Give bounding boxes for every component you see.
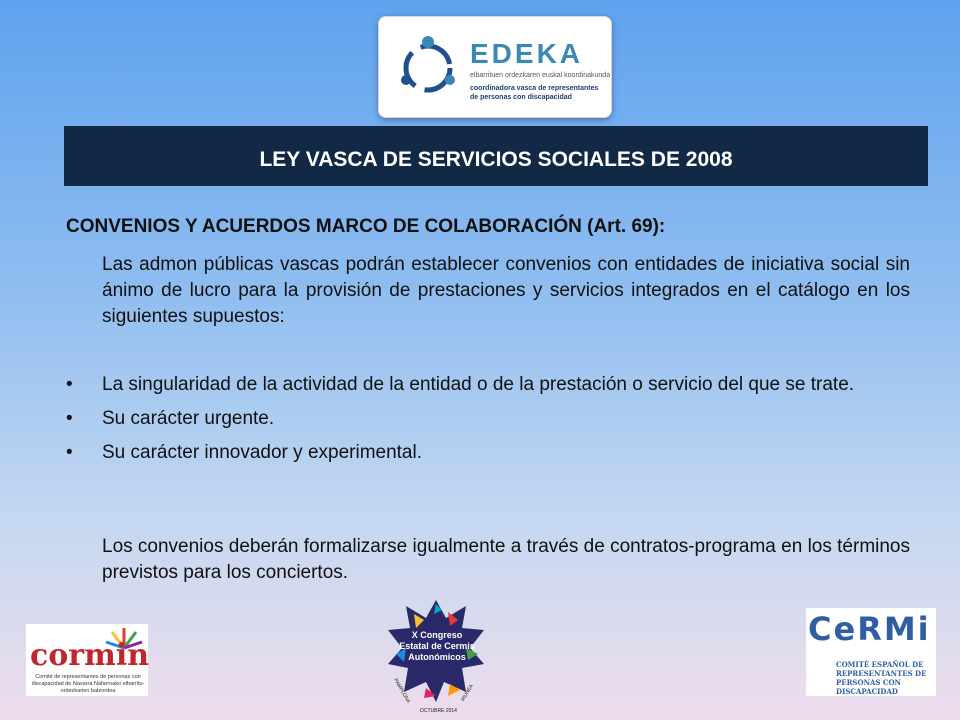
bullet-icon: •	[66, 374, 73, 395]
slide-title: LEY VASCA DE SERVICIOS SOCIALES DE 2008	[259, 148, 733, 171]
list-item	[66, 372, 910, 398]
congreso-place-right: IRUÑEA	[460, 683, 475, 703]
section-heading: CONVENIOS Y ACUERDOS MARCO DE COLABORACIÓN (Art. 69):	[66, 216, 666, 237]
bullet-icon: •	[66, 442, 73, 463]
bullet-text: Su carácter innovador y experimental.	[102, 442, 422, 463]
cormin-text: Comité de representantes de personas con discapacidad de Navarra Nafarroako elbarritu-ordezkarien batzordea	[31, 674, 145, 694]
congreso-place-left: PAMPLONA	[392, 677, 412, 705]
bullet-text: Su carácter urgente.	[102, 408, 275, 429]
congreso-date: OCTUBRE 2014	[420, 708, 457, 714]
edeka-tagline-eu: elbarrituen ordezkaren euskal koordinakunda	[470, 72, 611, 79]
bullet-icon: •	[66, 408, 73, 429]
edeka-logo	[378, 16, 612, 118]
closing-paragraph: Los convenios deberán formalizarse igualmente a través de contratos-programa en los términos previstos para los conciertos.	[102, 536, 910, 583]
cermi-logo	[806, 608, 936, 696]
cormin-logo	[26, 624, 148, 696]
edeka-emblem-icon	[396, 34, 460, 98]
bullet-list	[66, 372, 910, 474]
edeka-tagline-es: coordinadora vasca de representantes de personas con discapacidad	[470, 85, 599, 101]
bullet-text: La singularidad de la actividad de la entidad o de la prestación o servicio del que se trate.	[102, 374, 855, 395]
list-item	[66, 406, 910, 432]
cormin-name: cormin	[30, 638, 150, 673]
list-item	[66, 440, 910, 466]
title-bar	[64, 126, 928, 186]
intro-paragraph: Las admon públicas vascas podrán establecer convenios con entidades de iniciativa social sin ánimo de lucro para la provisión de prestaciones y servicios integrados en el catálogo en los siguientes supuestos:	[102, 254, 910, 327]
congreso-text: X Congreso Estatal de Cermis Autonómicos	[399, 630, 475, 662]
cermi-name: CeRMi	[808, 610, 931, 648]
congreso-logo	[386, 598, 486, 716]
edeka-name: EDEKA	[470, 38, 584, 69]
cermi-text: COMITÉ ESPAÑOL DE REPRESENTANTES DE PERSONAS CON DISCAPACIDAD	[836, 660, 927, 696]
